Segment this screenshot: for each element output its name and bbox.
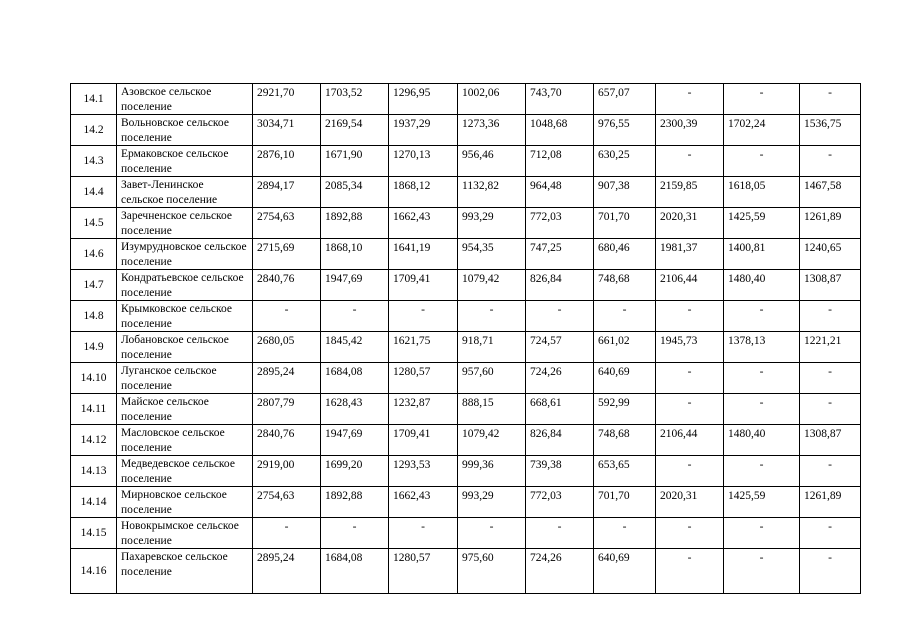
value-cell: 1378,13 xyxy=(724,332,800,363)
value-cell: - xyxy=(594,301,656,332)
value-cell: - xyxy=(389,518,458,549)
value-cell: 1709,41 xyxy=(389,425,458,456)
table-row xyxy=(71,208,861,239)
value-cell: 772,03 xyxy=(526,487,594,518)
value-cell: 1261,89 xyxy=(800,487,861,518)
row-number-cell: 14.10 xyxy=(71,363,117,394)
value-cell: - xyxy=(724,363,800,394)
value-cell: 1628,43 xyxy=(321,394,389,425)
value-cell: - xyxy=(800,301,861,332)
settlement-name-cell: Мирновское сельское поселение xyxy=(117,487,253,518)
value-cell: - xyxy=(458,518,526,549)
settlement-name-cell: Заречненское сельское поселение xyxy=(117,208,253,239)
value-cell: 999,36 xyxy=(458,456,526,487)
value-cell: 1079,42 xyxy=(458,425,526,456)
value-cell: - xyxy=(800,518,861,549)
value-cell: 1868,10 xyxy=(321,239,389,270)
value-cell: - xyxy=(321,518,389,549)
value-cell: 1947,69 xyxy=(321,425,389,456)
value-cell: 976,55 xyxy=(594,115,656,146)
settlement-name-cell: Майское сельское поселение xyxy=(117,394,253,425)
value-cell: 1221,21 xyxy=(800,332,861,363)
value-cell: - xyxy=(800,456,861,487)
table-row xyxy=(71,487,861,518)
value-cell: 957,60 xyxy=(458,363,526,394)
value-cell: 2840,76 xyxy=(253,270,321,301)
value-cell: 1002,06 xyxy=(458,84,526,115)
value-cell: 1280,57 xyxy=(389,363,458,394)
row-number-cell: 14.2 xyxy=(71,115,117,146)
value-cell: 888,15 xyxy=(458,394,526,425)
value-cell: - xyxy=(458,301,526,332)
value-cell: 918,71 xyxy=(458,332,526,363)
value-cell: 2106,44 xyxy=(656,270,724,301)
settlement-name-cell: Новокрымское сельское поселение xyxy=(117,518,253,549)
value-cell: 1296,95 xyxy=(389,84,458,115)
value-cell: 1662,43 xyxy=(389,208,458,239)
table-row xyxy=(71,270,861,301)
value-cell: 907,38 xyxy=(594,177,656,208)
value-cell: 2715,69 xyxy=(253,239,321,270)
value-cell: 1618,05 xyxy=(724,177,800,208)
value-cell: 592,99 xyxy=(594,394,656,425)
settlement-name-cell: Вольновское сельское поселение xyxy=(117,115,253,146)
value-cell: - xyxy=(321,301,389,332)
table-row xyxy=(71,518,861,549)
settlement-name-cell: Завет-Ленинское сельское поселение xyxy=(117,177,253,208)
row-number-cell: 14.16 xyxy=(71,549,117,594)
value-cell: - xyxy=(724,394,800,425)
settlement-name-cell: Крымковское сельское поселение xyxy=(117,301,253,332)
table-row xyxy=(71,332,861,363)
value-cell: 2300,39 xyxy=(656,115,724,146)
value-cell: - xyxy=(253,518,321,549)
row-number-cell: 14.15 xyxy=(71,518,117,549)
value-cell: - xyxy=(656,518,724,549)
value-cell: 1845,42 xyxy=(321,332,389,363)
value-cell: 1293,53 xyxy=(389,456,458,487)
value-cell: - xyxy=(724,549,800,594)
value-cell: 1981,37 xyxy=(656,239,724,270)
value-cell: 1280,57 xyxy=(389,549,458,594)
value-cell: - xyxy=(656,549,724,594)
value-cell: 964,48 xyxy=(526,177,594,208)
value-cell: 701,70 xyxy=(594,487,656,518)
table-row xyxy=(71,115,861,146)
value-cell: 1703,52 xyxy=(321,84,389,115)
value-cell: 2085,34 xyxy=(321,177,389,208)
table-row xyxy=(71,177,861,208)
value-cell: 1945,73 xyxy=(656,332,724,363)
settlement-name-cell: Луганское сельское поселение xyxy=(117,363,253,394)
row-number-cell: 14.6 xyxy=(71,239,117,270)
value-cell: 1232,87 xyxy=(389,394,458,425)
value-cell: - xyxy=(800,394,861,425)
value-cell: 1684,08 xyxy=(321,363,389,394)
row-number-cell: 14.9 xyxy=(71,332,117,363)
row-number-cell: 14.8 xyxy=(71,301,117,332)
table-row xyxy=(71,239,861,270)
value-cell: 1892,88 xyxy=(321,208,389,239)
value-cell: 1079,42 xyxy=(458,270,526,301)
value-cell: 748,68 xyxy=(594,425,656,456)
row-number-cell: 14.5 xyxy=(71,208,117,239)
settlement-name-cell: Масловское сельское поселение xyxy=(117,425,253,456)
value-cell: 2894,17 xyxy=(253,177,321,208)
value-cell: 2876,10 xyxy=(253,146,321,177)
value-cell: 1868,12 xyxy=(389,177,458,208)
value-cell: 712,08 xyxy=(526,146,594,177)
table-row xyxy=(71,84,861,115)
value-cell: 640,69 xyxy=(594,363,656,394)
value-cell: 724,26 xyxy=(526,549,594,594)
value-cell: 1048,68 xyxy=(526,115,594,146)
value-cell: - xyxy=(656,456,724,487)
value-cell: - xyxy=(724,146,800,177)
value-cell: 748,68 xyxy=(594,270,656,301)
value-cell: 993,29 xyxy=(458,487,526,518)
value-cell: 2895,24 xyxy=(253,363,321,394)
row-number-cell: 14.7 xyxy=(71,270,117,301)
table-row xyxy=(71,425,861,456)
value-cell: 1947,69 xyxy=(321,270,389,301)
settlement-name-cell: Медведевское сельское поселение xyxy=(117,456,253,487)
table-row xyxy=(71,363,861,394)
value-cell: 739,38 xyxy=(526,456,594,487)
value-cell: - xyxy=(724,456,800,487)
value-cell: 2754,63 xyxy=(253,208,321,239)
value-cell: 993,29 xyxy=(458,208,526,239)
value-cell: - xyxy=(656,394,724,425)
table-row xyxy=(71,394,861,425)
value-cell: 747,25 xyxy=(526,239,594,270)
value-cell: - xyxy=(724,518,800,549)
value-cell: 2895,24 xyxy=(253,549,321,594)
value-cell: 1892,88 xyxy=(321,487,389,518)
value-cell: 657,07 xyxy=(594,84,656,115)
settlement-name-cell: Лобановское сельское поселение xyxy=(117,332,253,363)
value-cell: 724,57 xyxy=(526,332,594,363)
value-cell: 772,03 xyxy=(526,208,594,239)
value-cell: 1709,41 xyxy=(389,270,458,301)
value-cell: 653,65 xyxy=(594,456,656,487)
value-cell: 1480,40 xyxy=(724,425,800,456)
value-cell: - xyxy=(389,301,458,332)
value-cell: - xyxy=(656,363,724,394)
settlement-name-cell: Азовское сельское поселение xyxy=(117,84,253,115)
value-cell: 668,61 xyxy=(526,394,594,425)
row-number-cell: 14.14 xyxy=(71,487,117,518)
value-cell: 680,46 xyxy=(594,239,656,270)
value-cell: - xyxy=(724,301,800,332)
value-cell: 1425,59 xyxy=(724,487,800,518)
value-cell: 1308,87 xyxy=(800,270,861,301)
value-cell: 1641,19 xyxy=(389,239,458,270)
row-number-cell: 14.4 xyxy=(71,177,117,208)
value-cell: 1536,75 xyxy=(800,115,861,146)
value-cell: 1261,89 xyxy=(800,208,861,239)
value-cell: 1400,81 xyxy=(724,239,800,270)
table-row xyxy=(71,301,861,332)
value-cell: 743,70 xyxy=(526,84,594,115)
value-cell: 1132,82 xyxy=(458,177,526,208)
row-number-cell: 14.3 xyxy=(71,146,117,177)
value-cell: 1467,58 xyxy=(800,177,861,208)
value-cell: 956,46 xyxy=(458,146,526,177)
tariff-table xyxy=(70,83,861,594)
value-cell: 826,84 xyxy=(526,425,594,456)
row-number-cell: 14.1 xyxy=(71,84,117,115)
value-cell: 2680,05 xyxy=(253,332,321,363)
value-cell: - xyxy=(253,301,321,332)
value-cell: 2754,63 xyxy=(253,487,321,518)
settlement-name-cell: Пахаревское сельское поселение xyxy=(117,549,253,594)
value-cell: 954,35 xyxy=(458,239,526,270)
value-cell: 2020,31 xyxy=(656,487,724,518)
settlement-name-cell: Ермаковское сельское поселение xyxy=(117,146,253,177)
value-cell: - xyxy=(656,146,724,177)
value-cell: - xyxy=(526,518,594,549)
value-cell: 1684,08 xyxy=(321,549,389,594)
value-cell: 1425,59 xyxy=(724,208,800,239)
value-cell: 2106,44 xyxy=(656,425,724,456)
value-cell: 1273,36 xyxy=(458,115,526,146)
value-cell: 975,60 xyxy=(458,549,526,594)
value-cell: 1270,13 xyxy=(389,146,458,177)
value-cell: 1937,29 xyxy=(389,115,458,146)
value-cell: - xyxy=(526,301,594,332)
value-cell: - xyxy=(656,84,724,115)
value-cell: 1671,90 xyxy=(321,146,389,177)
value-cell: 1621,75 xyxy=(389,332,458,363)
table-row xyxy=(71,549,861,594)
value-cell: 1480,40 xyxy=(724,270,800,301)
value-cell: 2919,00 xyxy=(253,456,321,487)
value-cell: - xyxy=(724,84,800,115)
value-cell: 1662,43 xyxy=(389,487,458,518)
table-row xyxy=(71,146,861,177)
value-cell: - xyxy=(656,301,724,332)
value-cell: 2921,70 xyxy=(253,84,321,115)
value-cell: 1240,65 xyxy=(800,239,861,270)
value-cell: 1308,87 xyxy=(800,425,861,456)
value-cell: 2807,79 xyxy=(253,394,321,425)
value-cell: 630,25 xyxy=(594,146,656,177)
settlement-name-cell: Изумрудновское сельское поселение xyxy=(117,239,253,270)
value-cell: - xyxy=(594,518,656,549)
value-cell: - xyxy=(800,84,861,115)
value-cell: 3034,71 xyxy=(253,115,321,146)
row-number-cell: 14.13 xyxy=(71,456,117,487)
value-cell: 1699,20 xyxy=(321,456,389,487)
value-cell: 2169,54 xyxy=(321,115,389,146)
value-cell: 826,84 xyxy=(526,270,594,301)
value-cell: 661,02 xyxy=(594,332,656,363)
table-body xyxy=(71,84,861,594)
value-cell: 640,69 xyxy=(594,549,656,594)
value-cell: 701,70 xyxy=(594,208,656,239)
value-cell: 2020,31 xyxy=(656,208,724,239)
value-cell: 1702,24 xyxy=(724,115,800,146)
value-cell: 2159,85 xyxy=(656,177,724,208)
row-number-cell: 14.11 xyxy=(71,394,117,425)
value-cell: - xyxy=(800,363,861,394)
row-number-cell: 14.12 xyxy=(71,425,117,456)
settlement-name-cell: Кондратьевское сельское поселение xyxy=(117,270,253,301)
value-cell: - xyxy=(800,146,861,177)
table-row xyxy=(71,456,861,487)
value-cell: 2840,76 xyxy=(253,425,321,456)
value-cell: 724,26 xyxy=(526,363,594,394)
value-cell: - xyxy=(800,549,861,594)
